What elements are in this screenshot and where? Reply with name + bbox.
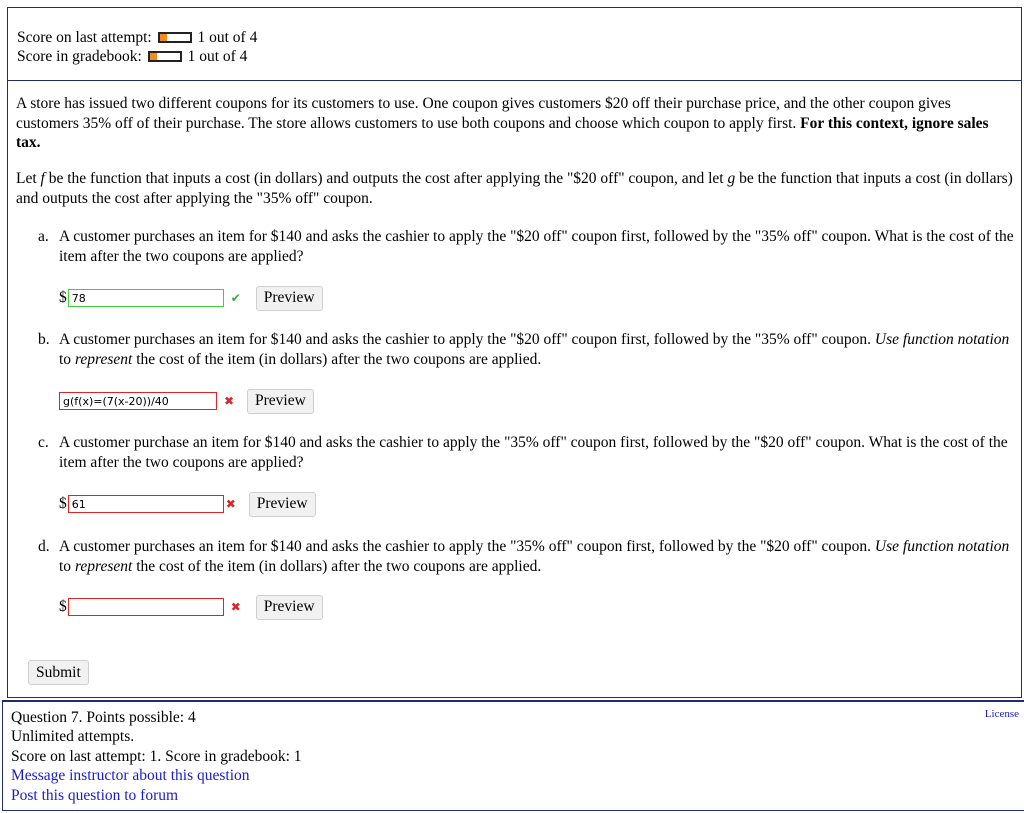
- points-possible: Question 7. Points possible: 4: [11, 709, 196, 726]
- last-attempt-label: Score on last attempt:: [17, 29, 152, 46]
- def-text-2: be the function that inputs a cost (in dollars) and outputs the cost after applying the "$20 off" coupon, and let: [44, 170, 728, 187]
- part-a-letter: a.: [38, 228, 49, 245]
- progress-fill: [150, 53, 158, 60]
- part-d-answer: [59, 595, 323, 619]
- part-c-input[interactable]: [68, 495, 224, 513]
- message-instructor-link[interactable]: Message instructor about this question: [11, 767, 250, 784]
- last-attempt-score: [17, 28, 257, 47]
- part-b-text: [59, 330, 1019, 369]
- dollar-prefix: $: [59, 289, 67, 306]
- part-a-input[interactable]: [68, 289, 224, 307]
- part-d-text-end: the cost of the item (in dollars) after the two coupons are applied.: [132, 557, 542, 575]
- part-a-preview-button[interactable]: Preview: [256, 286, 323, 311]
- part-d-text: [59, 537, 1019, 576]
- intro-bold-note: For this context, ignore sales tax.: [16, 114, 989, 151]
- part-b-text-main: A customer purchases an item for $140 and asks the cashier to apply the "$20 off" coupon first, followed by the "35% off" coupon.: [59, 331, 872, 348]
- part-c-answer: [59, 492, 316, 516]
- gradebook-label: Score in gradebook:: [17, 48, 142, 65]
- attempts-info: Unlimited attempts.: [11, 728, 135, 745]
- gradebook-value: 1 out of 4: [187, 48, 248, 65]
- part-b-answer: [59, 389, 314, 413]
- f-symbol: f: [40, 170, 45, 187]
- part-d-input[interactable]: [68, 598, 224, 616]
- g-symbol: g: [727, 170, 736, 187]
- part-d-preview-button[interactable]: Preview: [256, 595, 323, 620]
- intro-text: A store has issued two different coupons for its customers to use. One coupon gives customers $20 off their purchase price, and the other coupon gives customers 35% off of their purchase. The store allows customers to use both coupons and choose which coupon to apply first.: [16, 95, 951, 132]
- part-d-emphasis-1: Use function notation: [874, 538, 1010, 555]
- question-box: [7, 80, 1022, 698]
- part-b-input[interactable]: [59, 392, 217, 410]
- score-summary-box: [7, 7, 1022, 80]
- function-definition: [16, 169, 1016, 208]
- intro-paragraph: [16, 94, 1016, 153]
- part-a-text: A customer purchases an item for $140 and asks the cashier to apply the "$20 off" coupon first, followed by the "35% off" coupon. What is the cost of the item after the two coupons are applied?: [59, 228, 1014, 265]
- gradebook-progress-bar: [148, 51, 182, 62]
- part-c-preview-button[interactable]: Preview: [249, 492, 316, 517]
- part-a-answer: [59, 286, 323, 310]
- dollar-prefix: $: [59, 495, 67, 512]
- part-b-letter: b.: [38, 331, 50, 348]
- question-info-box: [2, 700, 1024, 811]
- part-b-emphasis-1: Use function notation: [874, 331, 1010, 348]
- post-to-forum-link[interactable]: Post this question to forum: [11, 787, 179, 804]
- part-d-letter: d.: [38, 538, 50, 555]
- progress-fill: [160, 34, 168, 41]
- check-icon: ✔: [230, 291, 241, 305]
- last-attempt-progress-bar: [158, 32, 192, 43]
- submit-button[interactable]: Submit: [28, 660, 89, 685]
- x-mark-icon: ✖: [223, 394, 235, 408]
- part-b-emphasis-2: represent: [74, 350, 133, 368]
- part-c-letter: c.: [38, 434, 49, 451]
- last-attempt-value: 1 out of 4: [197, 29, 258, 46]
- part-d-text-to: to: [59, 557, 75, 575]
- part-b-preview-button[interactable]: Preview: [247, 389, 314, 414]
- part-c-text: A customer purchase an item for $140 and asks the cashier to apply the "35% off" coupon first, followed by the "$20 off" coupon. What is the cost of the item after the two coupons are applied?: [59, 434, 1008, 471]
- part-d-emphasis-2: represent: [74, 557, 133, 575]
- license-link[interactable]: License: [984, 708, 1019, 720]
- part-b-text-end: the cost of the item (in dollars) after the two coupons are applied.: [132, 350, 542, 368]
- def-text-1: Let: [16, 170, 41, 187]
- x-mark-icon: ✖: [225, 497, 236, 511]
- score-info: Score on last attempt: 1. Score in gradebook: 1: [11, 748, 302, 765]
- part-d-text-main: A customer purchases an item for $140 and asks the cashier to apply the "35% off" coupon first, followed by the "$20 off" coupon.: [59, 538, 872, 555]
- part-b-text-to: to: [59, 350, 75, 368]
- x-mark-icon: ✖: [230, 600, 241, 614]
- gradebook-score: [17, 47, 247, 66]
- dollar-prefix: $: [59, 598, 67, 615]
- def-text-3: be the function that inputs a cost (in dollars) and outputs the cost after applying the "35% off" coupon.: [16, 170, 1013, 207]
